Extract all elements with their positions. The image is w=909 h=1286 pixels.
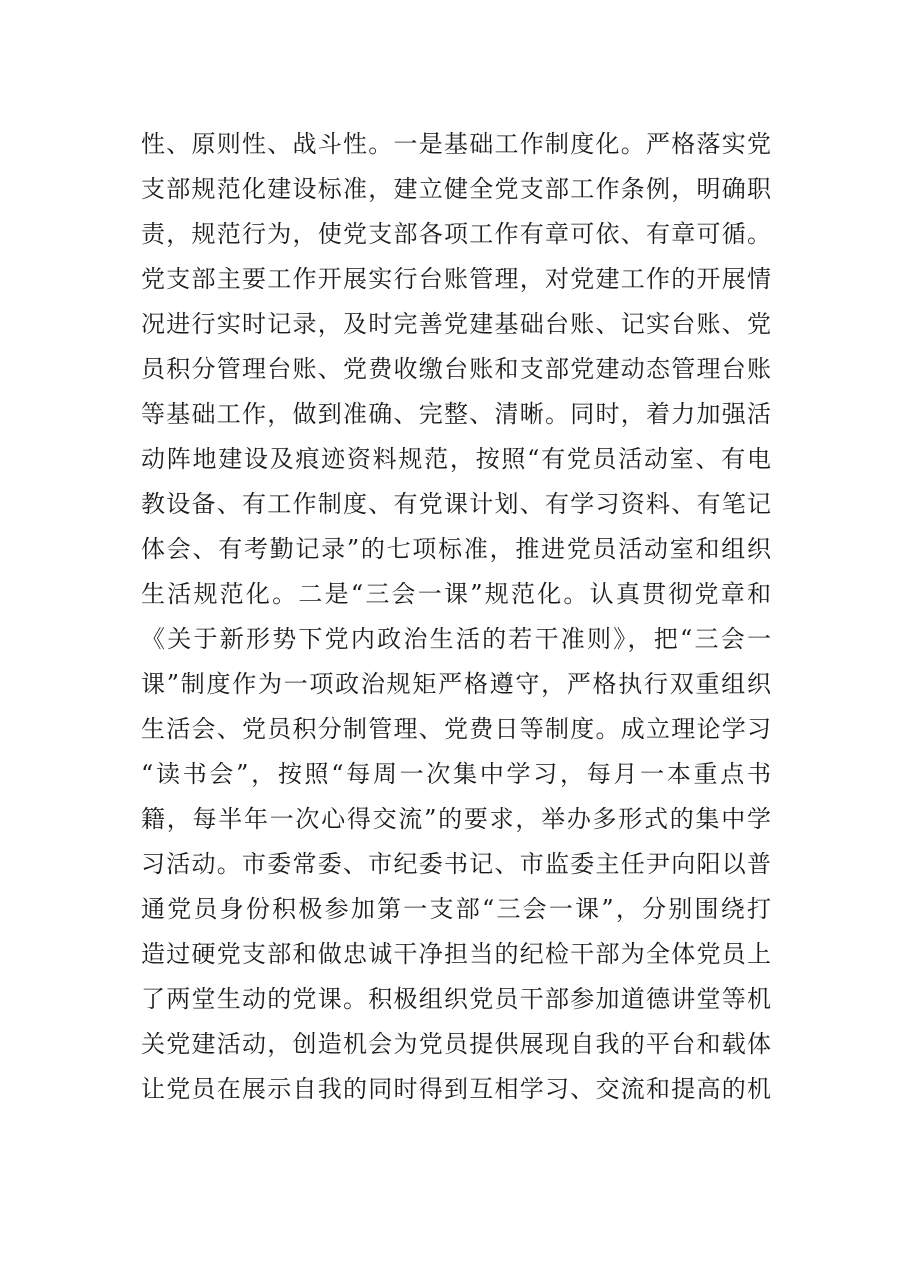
text-line: 生活会、党员积分制管理、党费日等制度。成立理论学习 [141, 715, 771, 743]
text-line: 等基础工作，做到准确、完整、清晰。同时，着力加强活 [141, 400, 771, 428]
text-line: 生活规范化。二是“三会一课”规范化。认真贯彻党章和 [141, 580, 771, 608]
text-line: 习活动。市委常委、市纪委书记、市监委主任尹向阳以普 [141, 850, 771, 878]
text-line: 况进行实时记录，及时完善党建基础台账、记实台账、党 [141, 310, 771, 338]
text-line: 关党建活动，创造机会为党员提供展现自我的平台和载体 [141, 1030, 771, 1058]
text-line: 通党员身份积极参加第一支部“三会一课”，分别围绕打 [141, 895, 771, 923]
text-line: 支部规范化建设标准，建立健全党支部工作条例，明确职 [141, 175, 771, 203]
text-line: 体会、有考勤记录”的七项标准，推进党员活动室和组织 [141, 535, 771, 563]
text-line: “读书会”，按照“每周一次集中学习，每月一本重点书 [141, 760, 771, 788]
text-line: 员积分管理台账、党费收缴台账和支部党建动态管理台账 [141, 355, 771, 383]
text-line: 责，规范行为，使党支部各项工作有章可依、有章可循。 [141, 220, 771, 248]
text-line: 《关于新形势下党内政治生活的若干准则》，把“三会一 [141, 625, 771, 653]
body-text [141, 122, 771, 1112]
text-line: 了两堂生动的党课。积极组织党员干部参加道德讲堂等机 [141, 985, 771, 1013]
text-line: 党支部主要工作开展实行台账管理，对党建工作的开展情 [141, 265, 771, 293]
text-line: 教设备、有工作制度、有党课计划、有学习资料、有笔记 [141, 490, 771, 518]
text-line: 课”制度作为一项政治规矩严格遵守，严格执行双重组织 [141, 670, 771, 698]
text-line: 造过硬党支部和做忠诚干净担当的纪检干部为全体党员上 [141, 940, 771, 968]
text-line: 动阵地建设及痕迹资料规范，按照“有党员活动室、有电 [141, 445, 771, 473]
text-line: 籍，每半年一次心得交流”的要求，举办多形式的集中学 [141, 805, 771, 833]
text-line: 让党员在展示自我的同时得到互相学习、交流和提高的机 [141, 1075, 771, 1103]
text-line: 性、原则性、战斗性。一是基础工作制度化。严格落实党 [141, 130, 771, 158]
